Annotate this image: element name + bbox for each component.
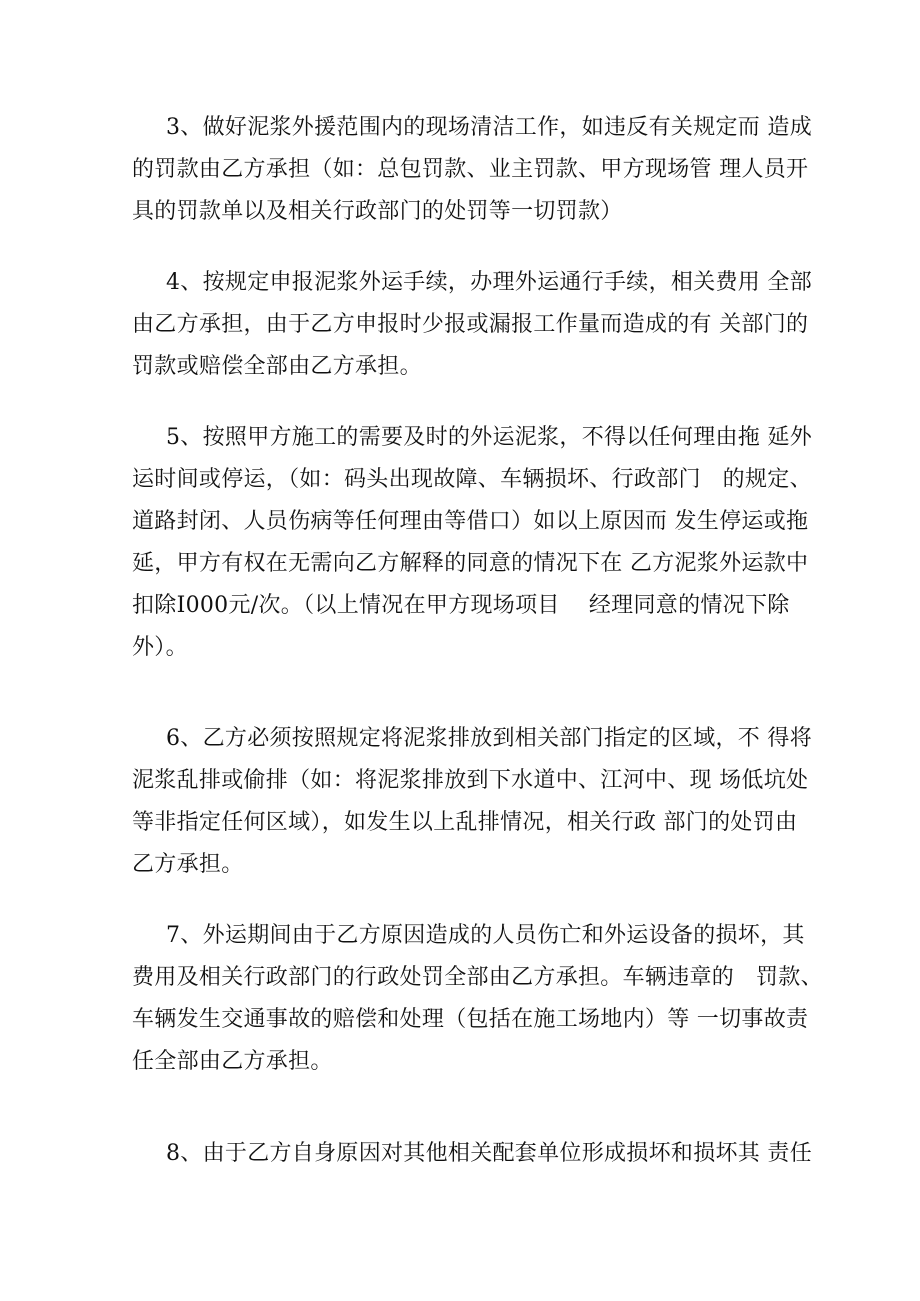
clause-5-line-1: 5、按照甲方施工的需要及时的外运泥浆，不得以任何理由拖 延外 xyxy=(166,425,812,450)
clause-8-line-1: 8、由于乙方自身原因对其他相关配套单位形成损坏和损坏其 责任 xyxy=(166,1141,812,1166)
clause-5-line-4: 延，甲方有权在无需向乙方解释的同意的情况下在 乙方泥浆外运款中 xyxy=(132,551,809,576)
clause-5-line-2: 运时间或停运，（如：码头出现故障、车辆损坏、行政部门 的规定、 xyxy=(132,467,812,492)
clause-4-line-1: 4、按规定申报泥浆外运手续，办理外运通行手续，相关费用 全部 xyxy=(166,270,812,295)
clause-5-line-3: 道路封闭、人员伤病等任何理由等借口）如以上原因而 发生停运或拖 xyxy=(132,509,809,534)
clause-3-line-2: 的罚款由乙方承担（如：总包罚款、业主罚款、甲方现场管 理人员开 xyxy=(132,157,809,182)
clause-5-line-5: 扣除I000元/次。（以上情况在甲方现场项目 经理同意的情况下除 xyxy=(132,593,790,618)
clause-7 xyxy=(132,915,823,1083)
clause-7-line-2: 费用及相关行政部门的行政处罚全部由乙方承担。车辆违章的 罚款、 xyxy=(132,965,823,990)
clause-3-line-1: 3、做好泥浆外援范围内的现场清洁工作，如违反有关规定而 造成 xyxy=(166,115,812,140)
clause-4-line-3: 罚款或赔偿全部由乙方承担。 xyxy=(132,354,422,379)
clause-7-line-1: 7、外运期间由于乙方原因造成的人员伤亡和外运设备的损坏，其 xyxy=(166,923,805,948)
clause-6-line-3: 等非指定任何区域），如发生以上乱排情况，相关行政 部门的处罚由 xyxy=(132,810,798,835)
clause-4 xyxy=(132,262,812,388)
clause-6-line-2: 泥浆乱排或偷排（如：将泥浆排放到下水道中、江河中、现 场低坑处 xyxy=(132,768,809,793)
clause-3-line-3: 具的罚款单以及相关行政部门的处罚等一切罚款） xyxy=(132,199,623,224)
clause-6 xyxy=(132,718,812,886)
clause-4-line-2: 由乙方承担，由于乙方申报时少报或漏报工作量而造成的有 关部门的 xyxy=(132,312,809,337)
clause-3 xyxy=(132,107,812,233)
clause-6-line-1: 6、乙方必须按照规定将泥浆排放到相关部门指定的区域，不 得将 xyxy=(166,726,812,751)
clause-5-line-6: 外）。 xyxy=(132,635,188,660)
clause-7-line-3: 车辆发生交通事故的赔偿和处理（包括在施工场地内）等 一切事故责 xyxy=(132,1007,809,1032)
clause-6-line-4: 乙方承担。 xyxy=(132,852,244,877)
clause-8 xyxy=(132,1133,812,1175)
clause-7-line-4: 任全部由乙方承担。 xyxy=(132,1049,333,1074)
clause-5 xyxy=(132,417,812,669)
